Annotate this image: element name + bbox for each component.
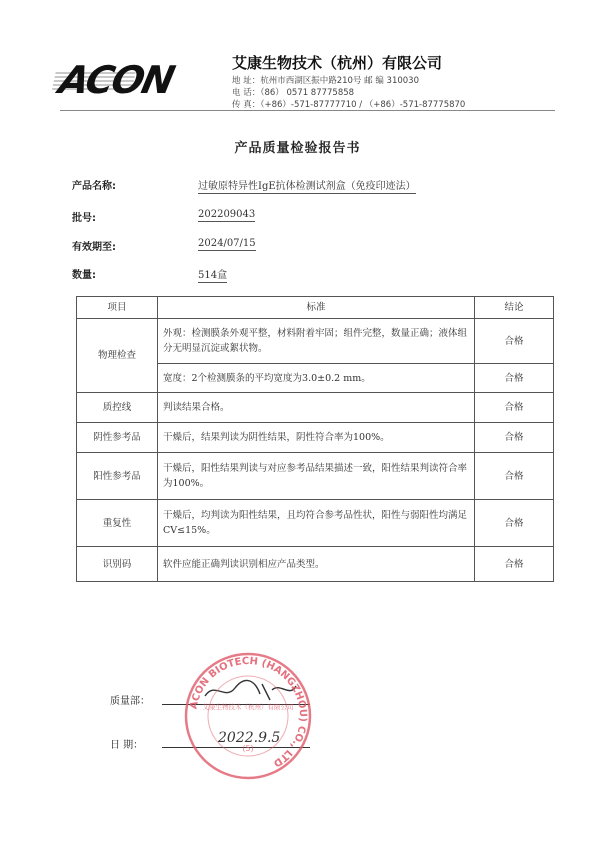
row-result: 合格 xyxy=(475,393,554,423)
stamp-cn: 艾康生物技术（杭州）有限公司 xyxy=(202,703,294,711)
company-name: 艾康生物技术（杭州）有限公司 xyxy=(232,54,443,72)
field-label-product: 产品名称: xyxy=(72,181,116,192)
field-value-batch: 202209043 xyxy=(198,209,256,220)
date-label: 日 期： xyxy=(110,740,144,751)
table-header-row xyxy=(77,297,554,319)
row-item: 重复性 xyxy=(77,500,158,547)
row-item: 物理检查 xyxy=(77,319,158,393)
row-item: 阳性参考品 xyxy=(77,453,158,500)
row-standard: 判读结果合格。 xyxy=(158,393,475,423)
row-standard: 外观：检测膜条外观平整，材料附着牢固；组件完整，数量正确；液体组分无明显沉淀或絮状物。 xyxy=(158,319,475,364)
table-row xyxy=(77,547,554,582)
row-standard: 干燥后，均判读为阳性结果，且均符合参考品性状，阳性与弱阳性均满足CV≤15%。 xyxy=(158,500,475,547)
stamp-number: (5) xyxy=(242,744,254,753)
field-value-product: 过敏原特异性IgE抗体检测试剂盒（免疫印迹法） xyxy=(198,177,416,194)
header-result: 结论 xyxy=(475,297,554,319)
company-logo xyxy=(56,60,225,100)
inspection-table xyxy=(76,296,554,582)
field-label-quantity: 数量: xyxy=(72,270,96,281)
row-result: 合格 xyxy=(475,364,554,393)
page-title: 产品质量检验报告书 xyxy=(234,141,361,156)
header-item: 项目 xyxy=(77,297,158,319)
fax-line: 传 真：（+86）-571-87777710 / （+86）-571-87775870 xyxy=(232,100,466,110)
header-divider xyxy=(60,110,555,111)
row-standard: 软件应能正确判读识别相应产品类型。 xyxy=(158,547,475,582)
field-value-expiry: 2024/07/15 xyxy=(198,238,256,249)
row-item: 质控线 xyxy=(77,393,158,423)
table-row xyxy=(77,393,554,423)
header-standard: 标准 xyxy=(158,297,475,319)
row-item: 阴性参考品 xyxy=(77,423,158,453)
table-row xyxy=(77,500,554,547)
company-stamp xyxy=(183,651,313,781)
row-standard: 干燥后，阳性结果判读与对应参考品结果描述一致，阳性结果判读符合率为100%。 xyxy=(158,453,475,500)
row-result: 合格 xyxy=(475,319,554,364)
handwritten-date: 2022.9.5 xyxy=(218,730,281,746)
table-row xyxy=(77,319,554,364)
qa-label: 质量部： xyxy=(110,696,150,707)
row-result: 合格 xyxy=(475,500,554,547)
logo-text: ACON xyxy=(55,58,177,102)
field-label-batch: 批号: xyxy=(72,213,96,224)
row-result: 合格 xyxy=(475,547,554,582)
phone-line: 电 话：（86） 0571 87775858 xyxy=(232,88,355,98)
row-standard: 干燥后，结果判读为阴性结果，阴性符合率为100%。 xyxy=(158,423,475,453)
table-row xyxy=(77,423,554,453)
row-result: 合格 xyxy=(475,453,554,500)
row-standard: 宽度：2个检测膜条的平均宽度为3.0±0.2 mm。 xyxy=(158,364,475,393)
row-item: 识别码 xyxy=(77,547,158,582)
address-line: 地 址：杭州市西湖区振中路210号 邮 编 310030 xyxy=(232,76,419,86)
row-result: 合格 xyxy=(475,423,554,453)
table-row xyxy=(77,453,554,500)
field-label-expiry: 有效期至: xyxy=(72,242,116,253)
stamp-text: ACON BIOTECH (HANGZHOU) CO., LTD xyxy=(188,655,309,769)
field-value-quantity: 514盒 xyxy=(198,266,227,283)
